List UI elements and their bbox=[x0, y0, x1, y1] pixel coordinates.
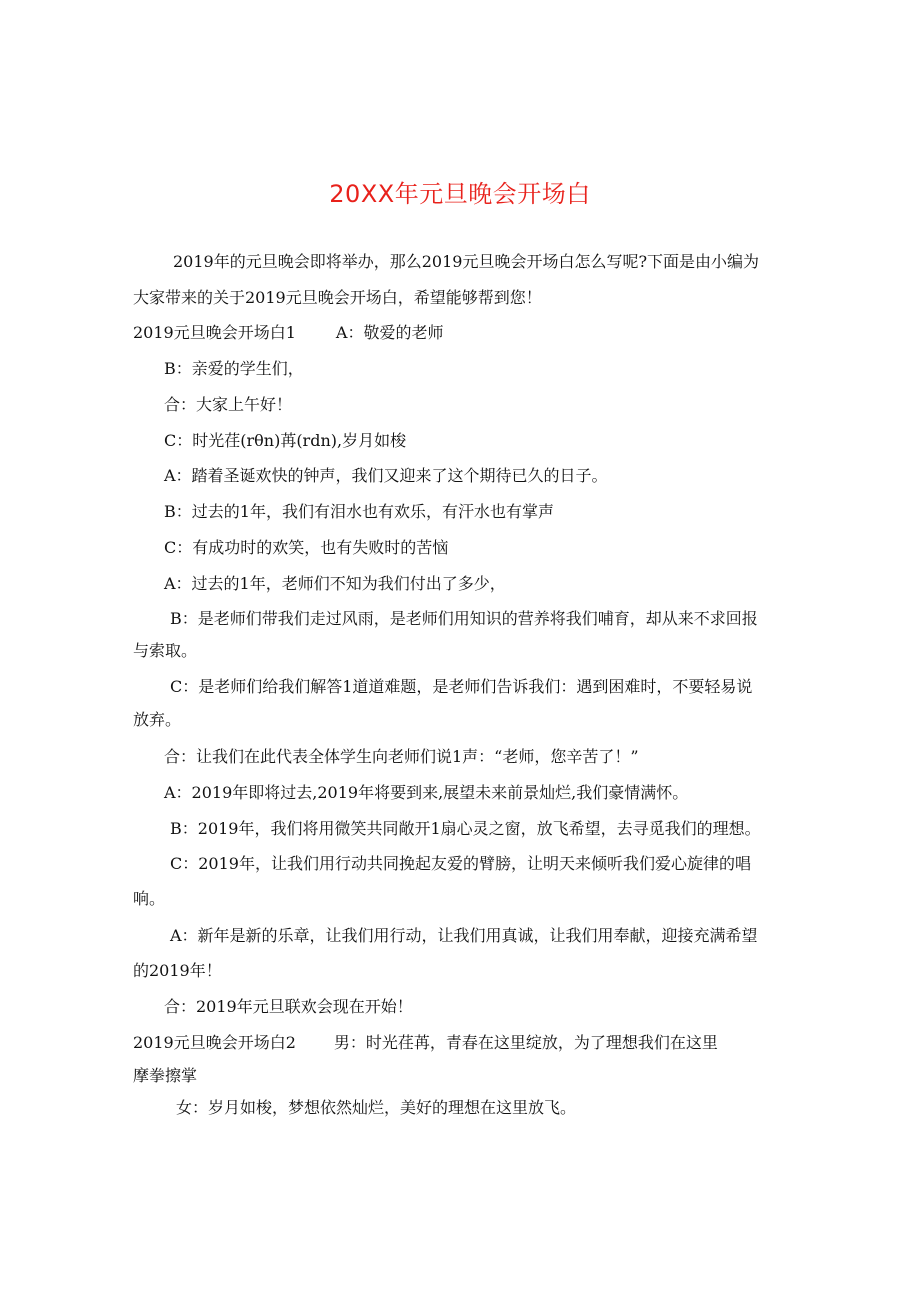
dialogue-line-continuation: 的2019年！ bbox=[133, 961, 222, 980]
section-2-heading-row bbox=[133, 1033, 718, 1053]
section-2-first-line: 男：时光荏苒，青春在这里绽放，为了理想我们在这里 bbox=[333, 1033, 718, 1052]
dialogue-line: A：新年是新的乐章，让我们用行动，让我们用真诚，让我们用奉献，迎接充满希望 bbox=[170, 926, 758, 945]
intro-line-1: 2019年的元旦晚会即将举办，那么2019元旦晚会开场白怎么写呢?下面是由小编为 bbox=[173, 252, 760, 271]
section-1-first-line: A：敬爱的老师 bbox=[335, 323, 444, 342]
dialogue-line: A：过去的1年，老师们不知为我们付出了多少， bbox=[164, 574, 506, 593]
section-2-heading: 2019元旦晚会开场白2 bbox=[133, 1033, 296, 1052]
dialogue-line: C：是老师们给我们解答1道道难题，是老师们告诉我们：遇到困难时，不要轻易说 bbox=[170, 677, 753, 696]
dialogue-line: C：有成功时的欢笑，也有失败时的苦恼 bbox=[164, 538, 449, 557]
intro-line-2: 大家带来的关于2019元旦晚会开场白，希望能够帮到您！ bbox=[133, 288, 542, 307]
section-1-heading-row bbox=[133, 323, 443, 343]
dialogue-line: B：是老师们带我们走过风雨，是老师们用知识的营养将我们哺育，却从来不求回报 bbox=[170, 609, 758, 628]
dialogue-line: 合：大家上午好！ bbox=[164, 395, 293, 414]
dialogue-line-continuation: 放弃。 bbox=[133, 710, 182, 729]
document-title: 20XX年元旦晚会开场白 bbox=[329, 180, 591, 208]
dialogue-line: C：2019年，让我们用行动共同挽起友爱的臂膀，让明天来倾听我们爱心旋律的唱 bbox=[170, 854, 751, 873]
dialogue-line: B：亲爱的学生们， bbox=[164, 359, 304, 378]
dialogue-line: B：2019年，我们将用微笑共同敞开1扇心灵之窗，放飞希望，去寻觅我们的理想。 bbox=[170, 819, 761, 838]
dialogue-line: 合：2019年元旦联欢会现在开始！ bbox=[164, 997, 413, 1016]
dialogue-line-continuation: 与索取。 bbox=[133, 641, 198, 660]
dialogue-line-continuation: 响。 bbox=[133, 889, 166, 908]
dialogue-line: B：过去的1年，我们有泪水也有欢乐，有汗水也有掌声 bbox=[164, 502, 554, 521]
dialogue-line: C：时光荏(rθn)苒(rdn),岁月如梭 bbox=[164, 431, 407, 450]
dialogue-line-continuation: 摩拳擦掌 bbox=[133, 1066, 198, 1085]
dialogue-line: 合：让我们在此代表全体学生向老师们说1声：“老师，您辛苦了！” bbox=[164, 747, 639, 766]
dialogue-line: 女：岁月如梭，梦想依然灿烂，美好的理想在这里放飞。 bbox=[176, 1098, 577, 1117]
dialogue-line: A：2019年即将过去,2019年将要到来,展望未来前景灿烂,我们豪情满怀。 bbox=[164, 783, 689, 802]
dialogue-line: A：踏着圣诞欢快的钟声，我们又迎来了这个期待已久的日子。 bbox=[164, 466, 608, 485]
section-1-heading: 2019元旦晚会开场白1 bbox=[133, 323, 296, 342]
